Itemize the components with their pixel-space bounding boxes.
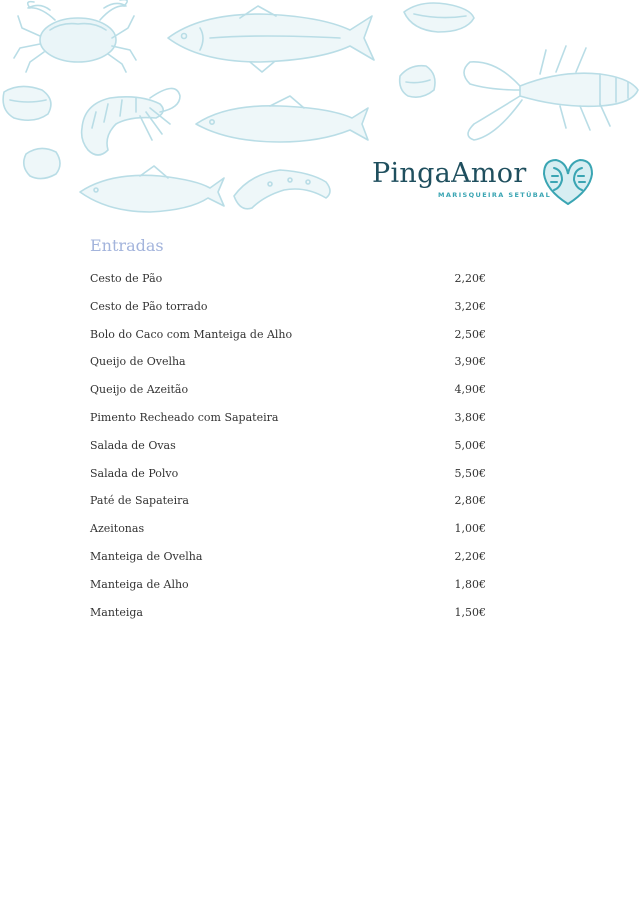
menu-item xyxy=(90,605,486,633)
item-name: Manteiga xyxy=(90,605,143,619)
item-name: Paté de Sapateira xyxy=(90,494,189,508)
heart-shrimp-logo-icon xyxy=(540,156,596,208)
brand-tagline: MARISQUEIRA SETÚBAL xyxy=(438,191,552,199)
menu-item xyxy=(90,271,486,299)
item-price: 1,00€ xyxy=(454,522,486,536)
item-name: Queijo de Ovelha xyxy=(90,355,186,369)
menu-list xyxy=(90,271,486,632)
menu-item xyxy=(90,299,486,327)
menu-item xyxy=(90,521,486,549)
item-price: 1,80€ xyxy=(454,577,486,591)
brand-name: PingaAmor xyxy=(372,158,527,189)
item-name: Cesto de Pão xyxy=(90,272,163,285)
menu-item xyxy=(90,493,486,521)
menu-item xyxy=(90,466,486,494)
brand-logo xyxy=(372,152,600,210)
item-name: Pimento Recheado com Sapateira xyxy=(90,410,279,424)
item-name: Azeitonas xyxy=(90,522,145,536)
menu-item xyxy=(90,577,486,605)
item-name: Bolo do Caco com Manteiga de Alho xyxy=(90,327,293,341)
fish-icon xyxy=(168,6,374,72)
clam-icon xyxy=(24,148,60,178)
menu-item xyxy=(90,549,486,577)
lobster-icon xyxy=(464,46,638,140)
item-price: 2,50€ xyxy=(454,327,486,341)
octopus-tentacle-icon xyxy=(234,170,330,209)
menu-item xyxy=(90,438,486,466)
item-price: 5,00€ xyxy=(454,438,486,452)
item-price: 2,20€ xyxy=(454,549,486,563)
item-price: 3,20€ xyxy=(454,299,486,313)
item-price: 2,20€ xyxy=(454,272,486,285)
menu-item xyxy=(90,410,486,438)
item-name: Salada de Ovas xyxy=(90,438,176,452)
fish-icon xyxy=(196,96,368,142)
seafood-illustration-banner xyxy=(0,0,640,225)
item-name: Queijo de Azeitão xyxy=(90,383,189,397)
item-name: Manteiga de Alho xyxy=(90,577,189,591)
item-name: Cesto de Pão torrado xyxy=(90,299,208,313)
shrimp-icon xyxy=(82,88,180,155)
item-name: Salada de Polvo xyxy=(90,466,179,480)
item-price: 3,90€ xyxy=(454,355,486,369)
fish-icon xyxy=(80,166,224,212)
item-price: 5,50€ xyxy=(454,466,486,480)
item-price: 4,90€ xyxy=(454,383,486,397)
clam-icon xyxy=(3,86,51,120)
section-title: Entradas xyxy=(90,236,164,255)
item-price: 3,80€ xyxy=(454,410,486,424)
crab-icon xyxy=(14,0,136,72)
menu-item xyxy=(90,327,486,355)
oyster-icon xyxy=(404,3,474,32)
menu-item xyxy=(90,382,486,410)
item-name: Manteiga de Ovelha xyxy=(90,549,203,563)
menu-item xyxy=(90,354,486,382)
item-price: 2,80€ xyxy=(454,494,486,508)
item-price: 1,50€ xyxy=(454,605,486,619)
clam-icon xyxy=(400,66,435,97)
